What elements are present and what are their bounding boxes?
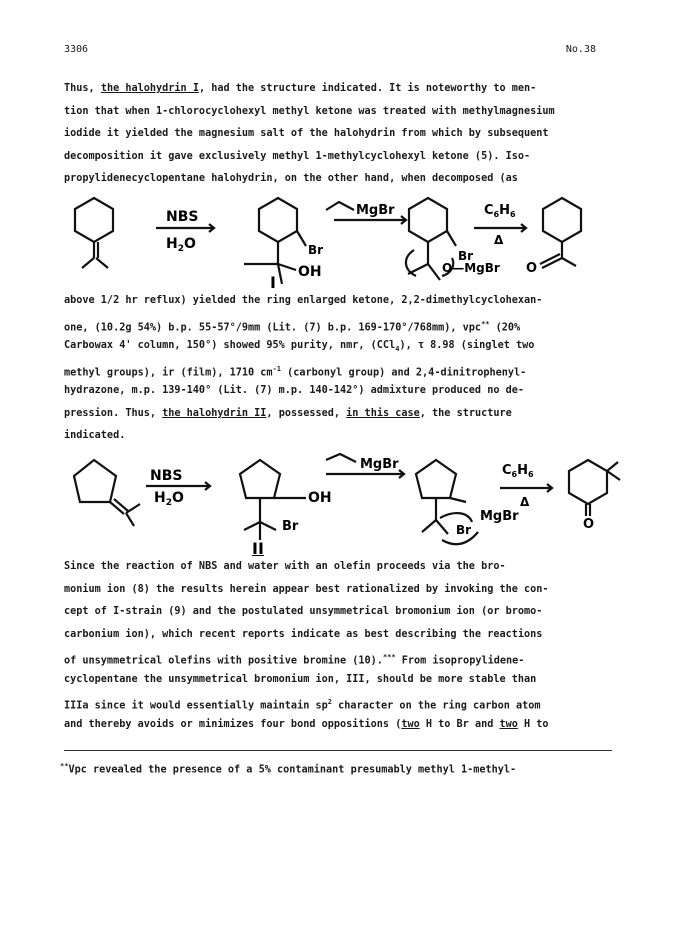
text-line: of unsymmetrical olefins with positive bromine (10).*** From isopropylidene- [64,653,525,667]
bromine-label: Br [282,519,299,534]
reagent-nbs: NBS [166,209,199,225]
bromine-label: Br [456,523,472,537]
alkoxide-label: O—MgBr [442,261,500,275]
hydroxyl-label: OH [298,264,322,280]
heat-symbol: Δ [520,495,530,509]
text-line: decomposition it gave exclusively methyl 1-methylcyclohexyl ketone (5). Iso- [64,150,531,162]
text-line: pression. Thus, the halohydrin II, possessed, in this case, the structure [64,407,512,419]
reaction-scheme-2 [64,448,624,556]
reaction-scheme-1 [64,188,624,290]
grignard-reagent: MgBr [360,457,399,472]
text-line: cept of I-strain (9) and the postulated unsymmetrical bromonium ion (or bromo- [64,606,543,617]
compound-label-II: II [252,539,264,556]
text-line: one, (10.2g 54%) b.p. 55-57°/9mm (Lit. (7) b.p. 169-170°/768mm), vpc** (20% [64,319,521,333]
footnote: **Vpc revealed the presence of a 5% contaminant presumably methyl 1-methyl- [60,762,517,776]
text-line: iodide it yielded the magnesium salt of the halohydrin from which by subsequent [64,128,549,139]
cyclohexane-ring [75,198,113,242]
cyclopentane-ring [74,460,116,502]
solvent-benzene: $C_6H_6$ [502,463,534,479]
compound-label-I: I [270,273,276,290]
alkoxide-label: MgBr [480,509,519,524]
reagent-nbs: NBS [150,468,183,484]
bromine-label: Br [458,249,474,263]
text-line: Carbowax 4' column, 150°) showed 95% purity, nmr, (CCl$_4$), τ 8.98 (singlet two [64,340,535,354]
text-line: methyl groups), ir (film), 1710 $cm^{-1}$ (carbonyl group) and 2,4-dinitrophenyl- [64,364,527,378]
bromine-label: Br [308,243,324,257]
text-line: propylidenecyclopentane halohydrin, on the other hand, when decomposed (as [64,173,518,184]
paragraph-3 [64,556,612,736]
hydroxyl-label: OH [308,490,332,506]
grignard-reagent: MgBr [356,203,395,218]
reagent-water: $H_2O$ [154,490,184,508]
paragraph-2 [64,290,612,448]
text-line: tion that when 1-chlorocyclohexyl methyl ketone was treated with methylmagnesium [64,105,555,117]
text-line: and thereby avoids or minimizes four bond oppositions (two H to Br and two H to [64,718,549,730]
solvent-benzene: $C_6H_6$ [484,203,516,219]
text-line: IIIa since it would essentially maintain $sp^2$ character on the ring carbon atom [64,698,541,712]
text-line: indicated. [64,430,126,441]
page-number: 3306 [64,44,89,55]
text-line: Thus, the halohydrin I, had the structure indicated. It is noteworthy to men- [64,83,537,94]
reagent-water: $H_2O$ [166,236,196,254]
text-line: cyclopentane the unsymmetrical bromonium ion, III, should be more stable than [64,673,537,685]
heat-symbol: Δ [494,233,504,247]
carbonyl-oxygen: O [526,261,538,276]
text-line: above 1/2 hr reflux) yielded the ring enlarged ketone, 2,2-dimethylcyclohexan- [64,295,543,306]
carbonyl-oxygen: O [583,517,595,532]
text-line: Since the reaction of NBS and water with an olefin proceeds via the bro- [64,561,506,572]
paragraph-1 [64,78,612,191]
text-line: monium ion (8) the results herein appear best rationalized by invoking the con- [64,583,549,595]
issue-number: No.38 [565,44,596,55]
text-line: hydrazone, m.p. 139-140° (Lit. (7) m.p. 140-142°) admixture produced no de- [64,385,525,396]
text-line: carbonium ion), which recent reports indicate as best describing the reactions [64,628,543,640]
footnote-divider [64,750,612,751]
